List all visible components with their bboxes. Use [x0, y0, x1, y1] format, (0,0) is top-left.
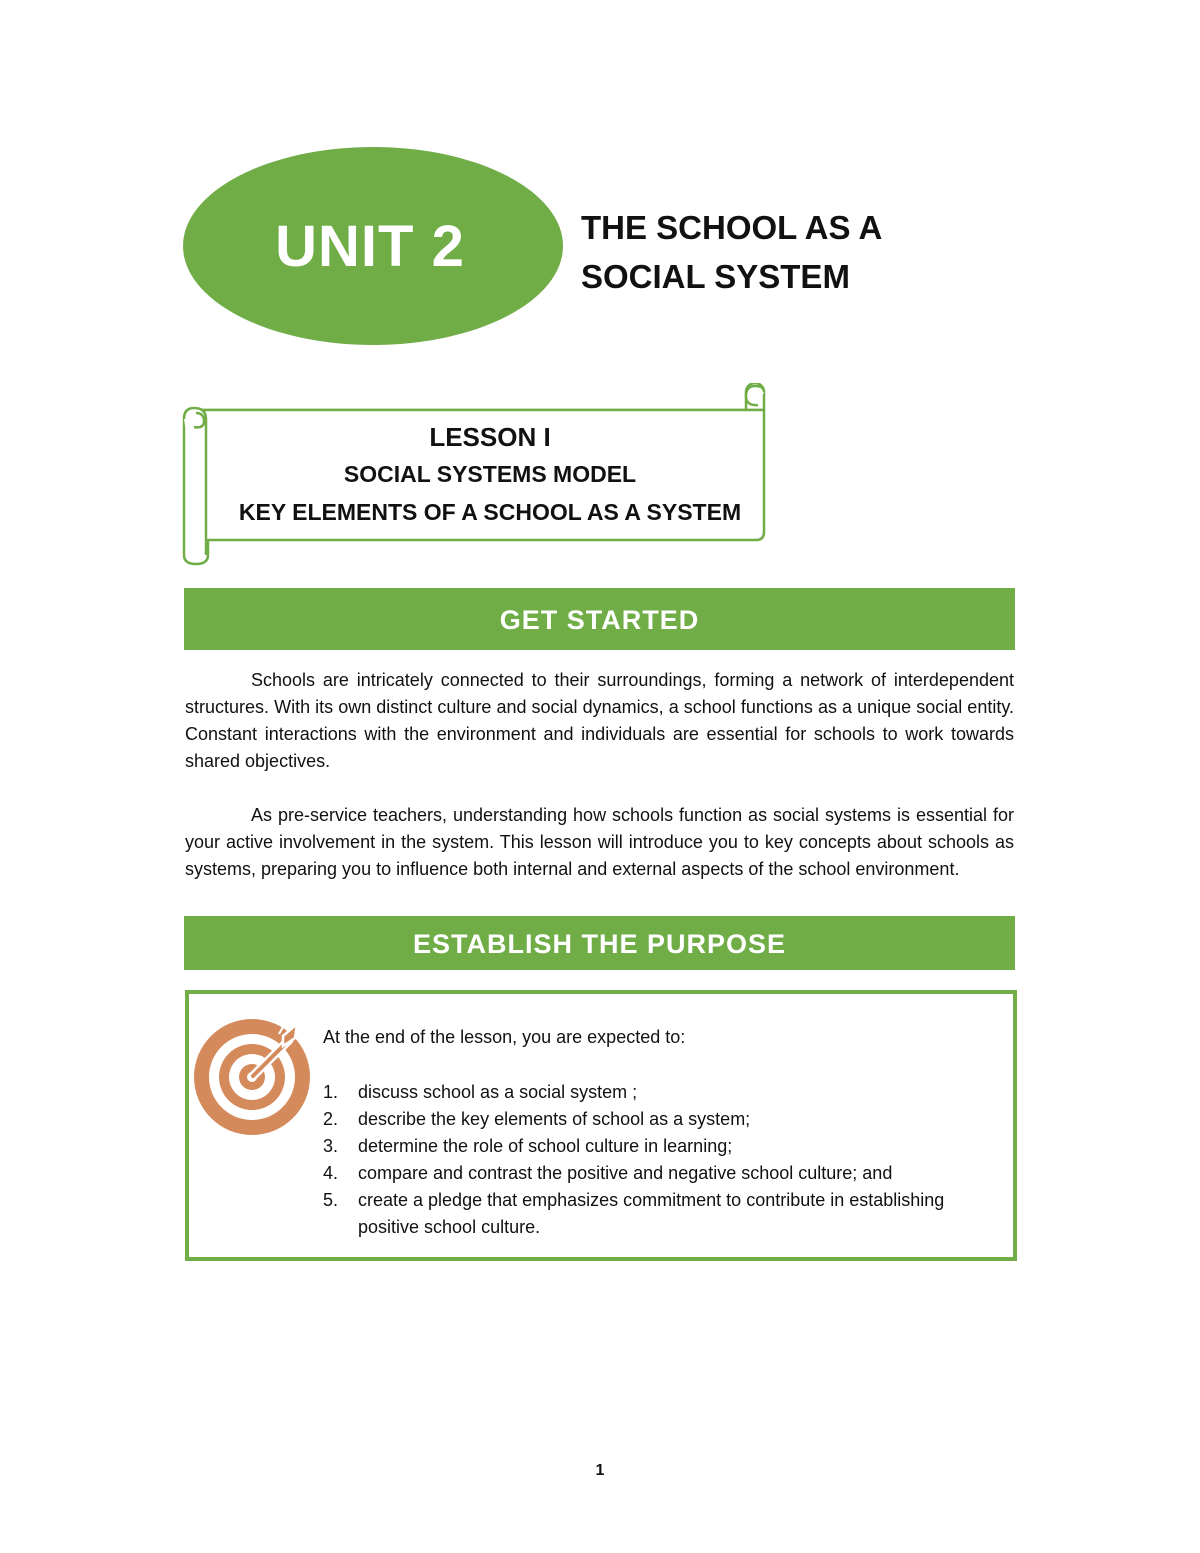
intro-paragraph-1: Schools are intricately connected to their surroundings, forming a network of interdependent structures. With its own distinct culture and social dynamics, a school functions as a unique social entity. Constant interactions with the environment and individuals are essential for schools to work towards shared objectives.: [185, 670, 1014, 771]
establish-purpose-heading: ESTABLISH THE PURPOSE: [184, 916, 1015, 970]
unit-badge: [183, 147, 563, 345]
list-item-number: 5.: [323, 1190, 339, 1210]
list-item: [323, 1079, 993, 1106]
list-item: [323, 1106, 993, 1133]
list-item-number: 4.: [323, 1163, 339, 1183]
list-item: [323, 1160, 993, 1187]
unit-title-line2: SOCIAL SYSTEM: [581, 258, 850, 295]
list-item-number: 1.: [323, 1082, 339, 1102]
unit-title: [581, 203, 921, 301]
list-item-text: determine the role of school culture in learning;: [358, 1136, 733, 1156]
objectives-list: [323, 1079, 993, 1241]
intro-paragraph-2: As pre-service teachers, understanding how schools function as social systems is essential for your active involvement in the system. This lesson will introduce you to key concepts about schools as systems, preparing you to influence both internal and external aspects of the school environment.: [185, 805, 1014, 879]
list-item-text: compare and contrast the positive and negative school culture; and: [358, 1163, 893, 1183]
objectives-box: [185, 990, 1017, 1261]
list-item: [323, 1133, 993, 1160]
lesson-text: [210, 419, 770, 531]
list-item-text: discuss school as a social system ;: [358, 1082, 638, 1102]
list-item-number: 2.: [323, 1109, 339, 1129]
objectives-intro: At the end of the lesson, you are expected to:: [323, 1027, 686, 1047]
lesson-title: LESSON I: [429, 422, 551, 452]
list-item-text: describe the key elements of school as a system;: [358, 1109, 751, 1129]
list-item-text: create a pledge that emphasizes commitment to contribute in establishing positive school culture.: [358, 1190, 945, 1237]
list-item: [323, 1187, 993, 1241]
lesson-subtitle-2: KEY ELEMENTS OF A SCHOOL AS A SYSTEM: [238, 499, 742, 525]
list-item-number: 3.: [323, 1136, 339, 1156]
unit-title-line1: THE SCHOOL AS A: [581, 209, 883, 246]
lesson-scroll-banner: [180, 383, 780, 568]
page-number: 1: [595, 1462, 605, 1479]
get-started-heading: GET STARTED: [184, 588, 1015, 650]
target-icon: [193, 1014, 313, 1140]
lesson-subtitle-1: SOCIAL SYSTEMS MODEL: [343, 461, 637, 487]
unit-label: UNIT 2: [275, 213, 465, 279]
